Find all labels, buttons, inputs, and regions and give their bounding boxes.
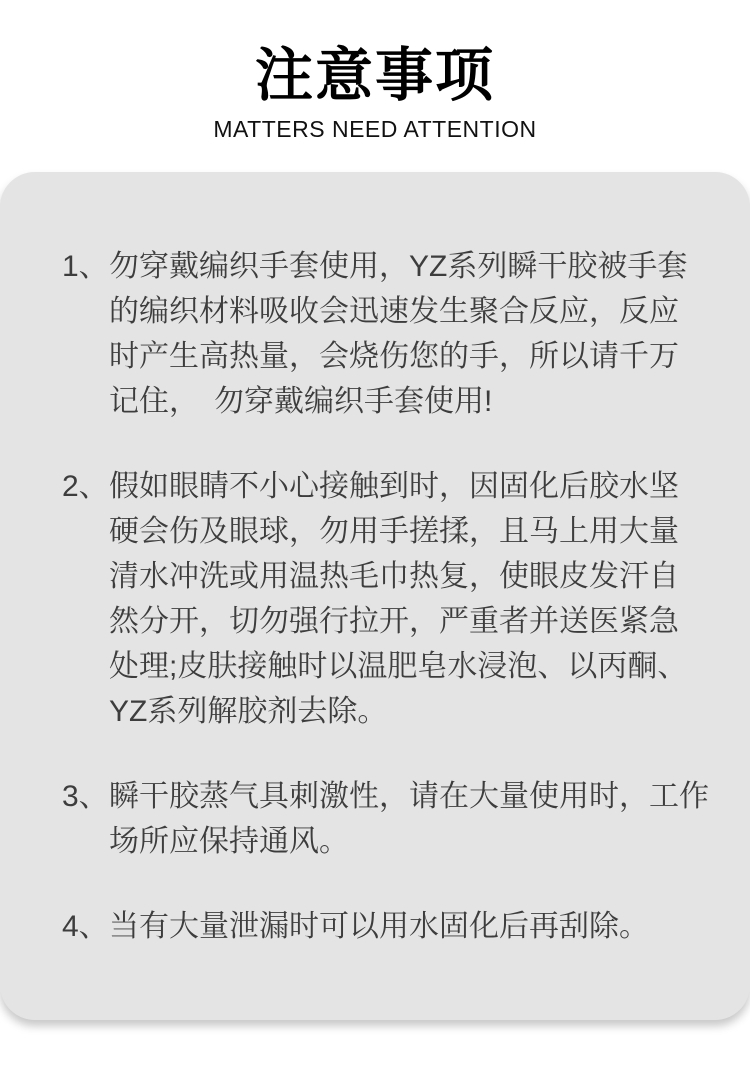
notice-item xyxy=(62,774,709,864)
item-line: 处理;皮肤接触时以温肥皂水浸泡、以丙酮、 xyxy=(109,650,688,683)
notice-item xyxy=(62,904,698,949)
item-lines xyxy=(109,774,709,864)
notice-list xyxy=(62,244,709,949)
item-line: 时产生高热量，会烧伤您的手，所以请千万 xyxy=(109,340,679,373)
notice-item xyxy=(62,464,698,734)
item-number: 3、 xyxy=(62,780,109,813)
page-subtitle: MATTERS NEED ATTENTION xyxy=(213,116,537,142)
item-lines xyxy=(109,244,698,424)
notice-item xyxy=(62,244,698,424)
item-line: 记住， 勿穿戴编织手套使用! xyxy=(109,385,493,418)
item-line: 然分开，切勿强行拉开，严重者并送医紧急 xyxy=(109,605,679,638)
item-line: 的编织材料吸收会迅速发生聚合反应，反应 xyxy=(109,295,679,328)
item-line: 清水冲洗或用温热毛巾热复，使眼皮发汗自 xyxy=(109,560,679,593)
notice-panel xyxy=(0,172,750,1020)
item-line: 硬会伤及眼球，勿用手搓揉，且马上用大量 xyxy=(109,515,679,548)
item-number: 2、 xyxy=(62,470,109,503)
item-line: 假如眼睛不小心接触到时，因固化后胶水坚 xyxy=(109,470,679,503)
item-number: 1、 xyxy=(62,250,109,283)
page-root xyxy=(0,44,750,1020)
page-title: 注意事项 xyxy=(254,43,495,108)
item-number: 4、 xyxy=(62,910,109,943)
item-line: 勿穿戴编织手套使用，YZ系列瞬干胶被手套 xyxy=(109,250,688,283)
item-lines xyxy=(109,904,698,949)
item-line: 当有大量泄漏时可以用水固化后再刮除。 xyxy=(109,910,649,943)
item-line: YZ系列解胶剂去除。 xyxy=(109,695,388,728)
item-line: 场所应保持通风。 xyxy=(109,825,349,858)
item-lines xyxy=(109,464,698,734)
item-line: 瞬干胶蒸气具刺激性，请在大量使用时，工作 xyxy=(109,780,709,813)
page-header xyxy=(0,44,750,143)
